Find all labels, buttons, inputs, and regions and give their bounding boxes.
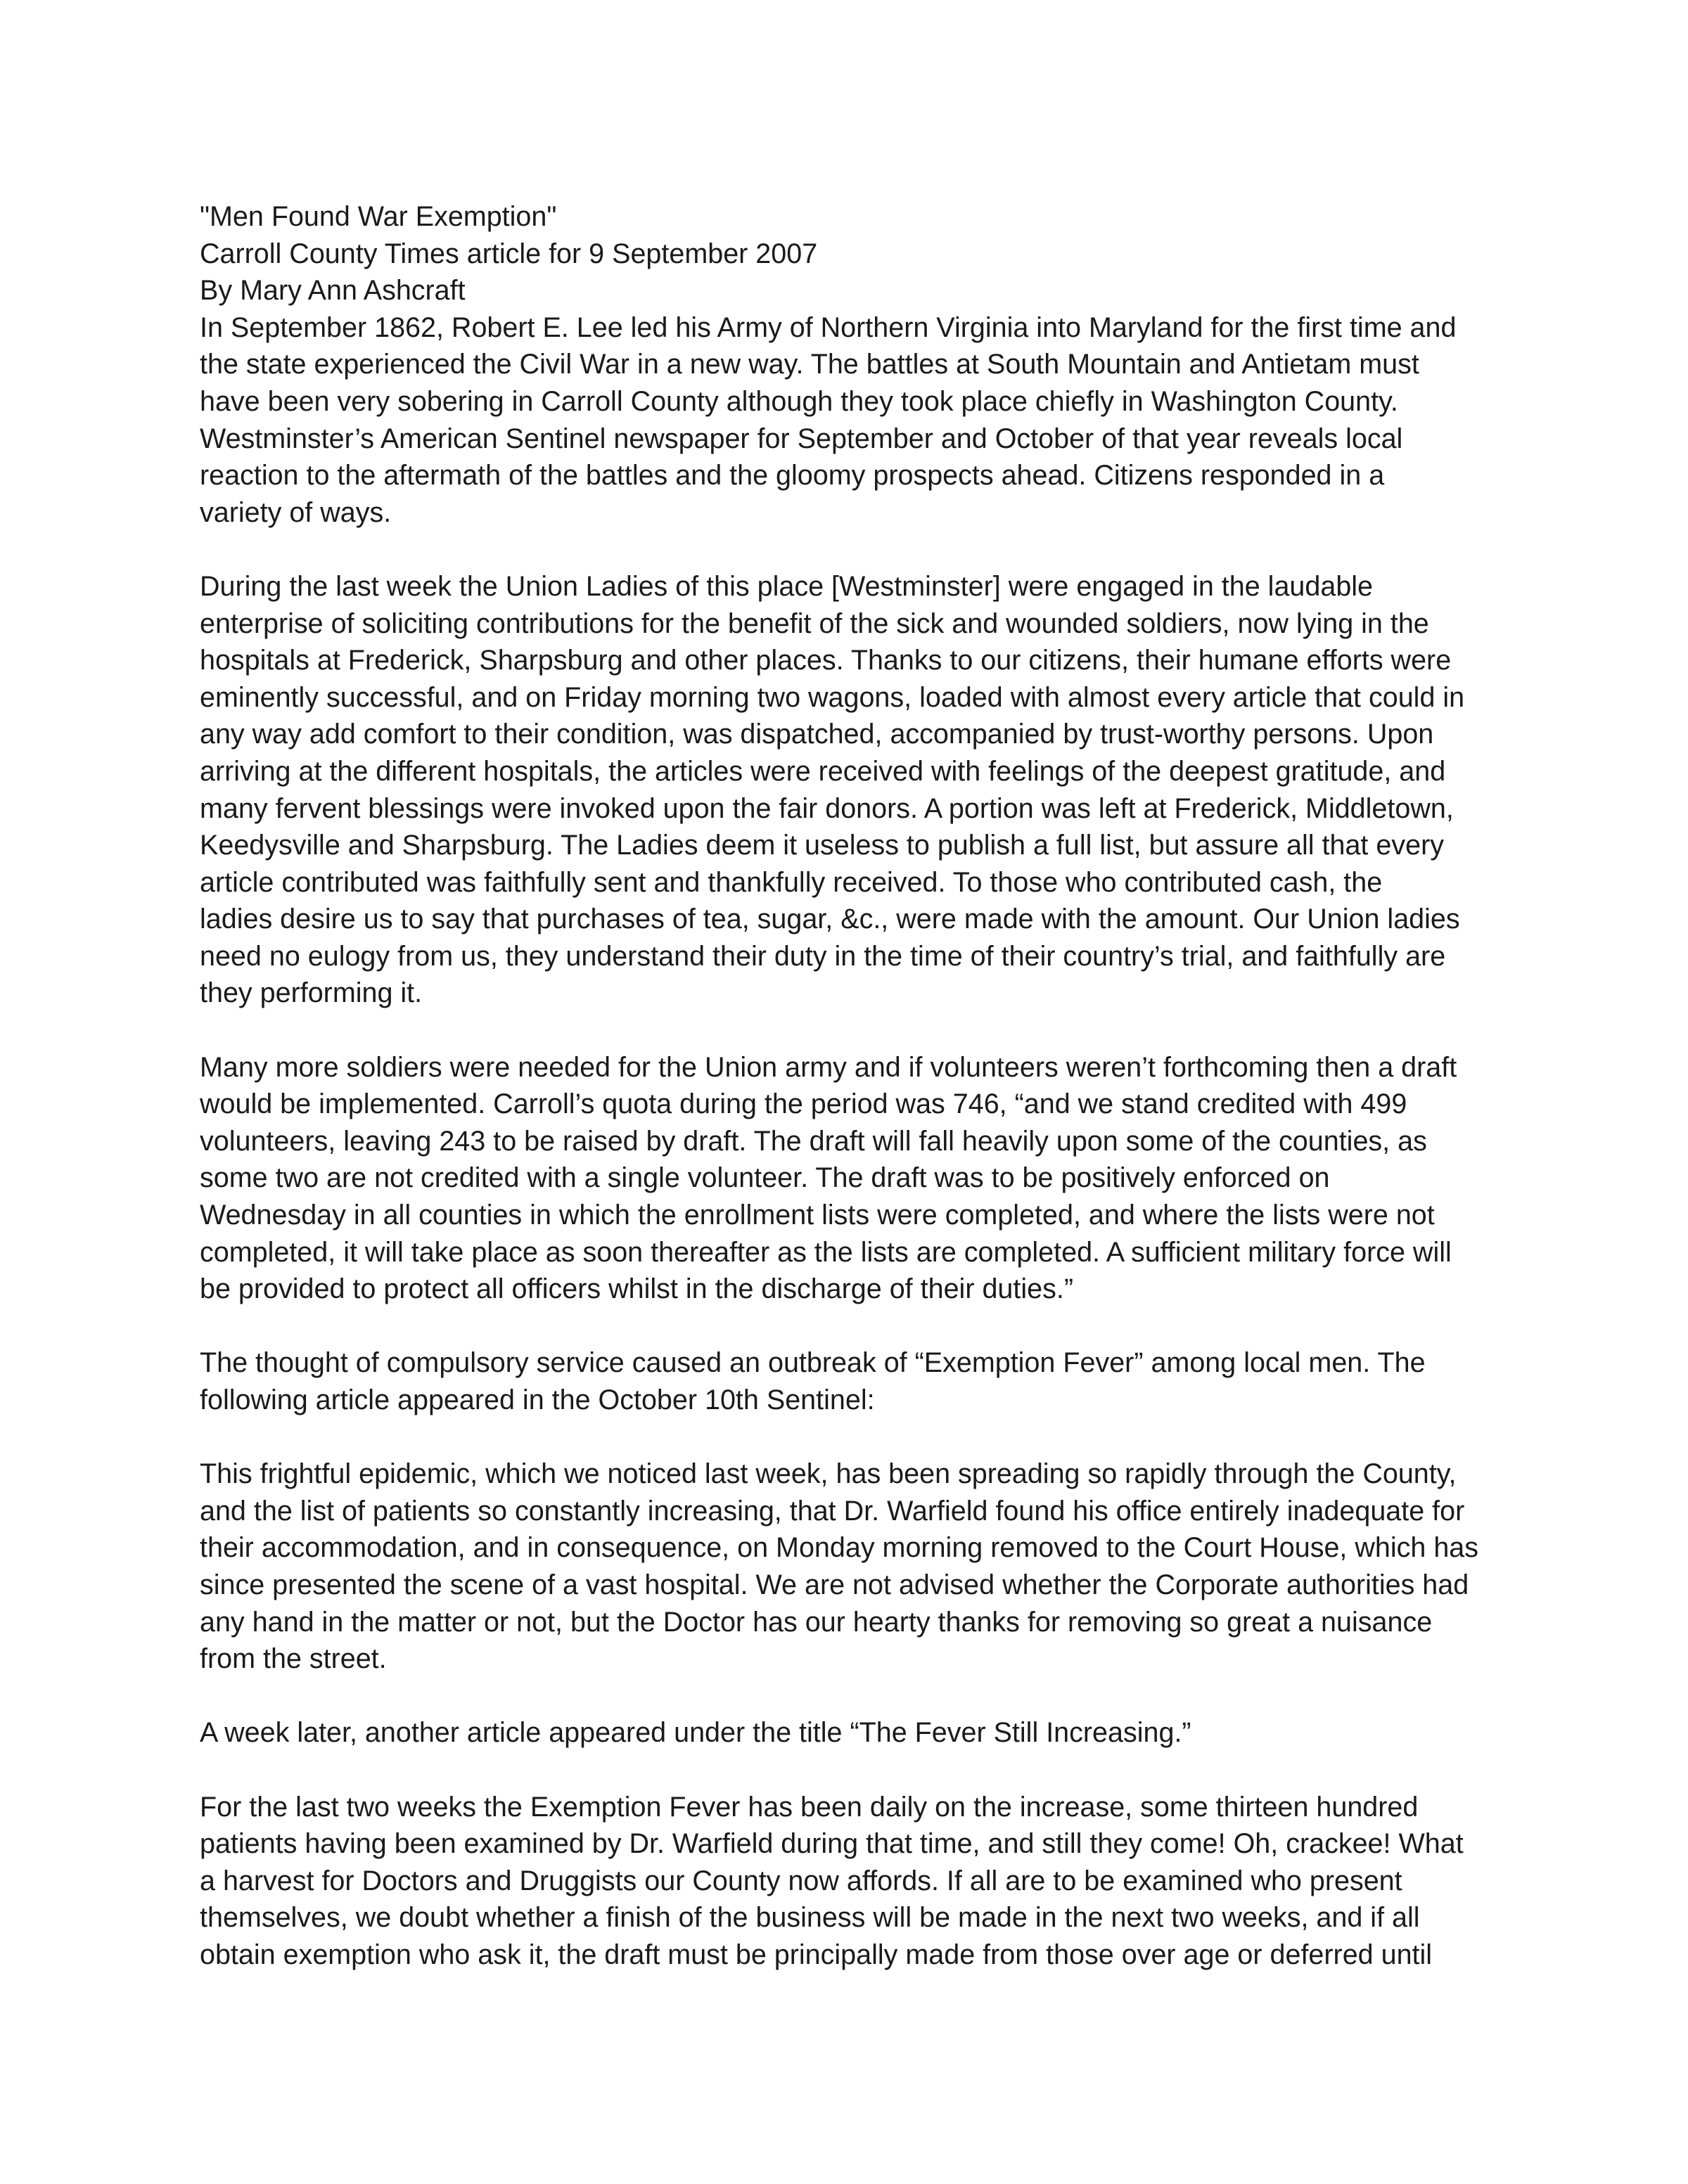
text-line: their accommodation, and in consequence, on Monday morning removed to the Court House, which has <box>200 1532 1479 1564</box>
paragraph-week-later <box>200 1714 1508 1752</box>
text-line: volunteers, leaving 243 to be raised by draft. The draft will fall heavily upon some of the counties, as <box>200 1125 1427 1157</box>
text-line: need no eulogy from us, they understand their duty in the time of their country’s trial, and faithfully are <box>200 940 1446 972</box>
paragraph-epidemic <box>200 1456 1508 1678</box>
text-line: ladies desire us to say that purchases of tea, sugar, &c., were made with the amount. Our Union ladies <box>200 904 1460 935</box>
text-line: hospitals at Frederick, Sharpsburg and other places. Thanks to our citizens, their humane efforts were <box>200 645 1452 676</box>
text-line: some two are not credited with a single volunteer. The draft was to be positively enforced on <box>200 1162 1330 1194</box>
article-title: "Men Found War Exemption" <box>200 201 557 232</box>
text-line: reaction to the aftermath of the battles and the gloomy prospects ahead. Citizens responded in a <box>200 460 1385 492</box>
text-line: would be implemented. Carroll’s quota during the period was 746, “and we stand credited with 499 <box>200 1088 1407 1120</box>
text-line: For the last two weeks the Exemption Fever has been daily on the increase, some thirteen hundred <box>200 1791 1419 1823</box>
text-line: During the last week the Union Ladies of this place [Westminster] were engaged in the laudable <box>200 570 1374 602</box>
text-line: Westminster’s American Sentinel newspaper for September and October of that year reveals local <box>200 423 1403 454</box>
text-line: completed, it will take place as soon thereafter as the lists are completed. A sufficient military force will <box>200 1236 1452 1268</box>
text-line: any way add comfort to their condition, was dispatched, accompanied by trust-worthy persons. Upon <box>200 719 1434 750</box>
text-line: This frightful epidemic, which we noticed last week, has been spreading so rapidly through the County, <box>200 1458 1457 1490</box>
text-line: any hand in the matter or not, but the Doctor has our hearty thanks for removing so great a nuisance <box>200 1606 1433 1638</box>
publication-line: Carroll County Times article for 9 September 2007 <box>200 238 818 269</box>
text-line: patients having been examined by Dr. Warfield during that time, and still they come! Oh, crackee! What <box>200 1828 1464 1860</box>
text-line: Many more soldiers were needed for the Union army and if volunteers weren’t forthcoming then a draft <box>200 1051 1457 1083</box>
text-line: many fervent blessings were invoked upon the fair donors. A portion was left at Frederick, Middletown, <box>200 792 1454 824</box>
text-line: obtain exemption who ask it, the draft must be principally made from those over age or deferred until <box>200 1939 1433 1970</box>
text-line: The thought of compulsory service caused an outbreak of “Exemption Fever” among local men. The <box>200 1347 1426 1379</box>
text-line: eminently successful, and on Friday morning two wagons, loaded with almost every article that could in <box>200 681 1465 713</box>
text-line: be provided to protect all officers whilst in the discharge of their duties.” <box>200 1273 1073 1305</box>
paragraph-exemption-fever <box>200 1344 1508 1418</box>
text-line: arriving at the different hospitals, the articles were received with feelings of the deepest gratitude, and <box>200 755 1446 787</box>
text-line: the state experienced the Civil War in a new way. The battles at South Mountain and Antietam must <box>200 349 1419 380</box>
article-header <box>200 198 1508 309</box>
text-line: A week later, another article appeared under the title “The Fever Still Increasing.” <box>200 1717 1191 1749</box>
text-line: since presented the scene of a vast hospital. We are not advised whether the Corporate authorities had <box>200 1569 1469 1600</box>
text-line: a harvest for Doctors and Druggists our County now affords. If all are to be examined who present <box>200 1865 1402 1896</box>
paragraph-draft <box>200 1049 1508 1308</box>
text-line: themselves, we doubt whether a finish of the business will be made in the next two weeks, and if all <box>200 1902 1420 1934</box>
byline: By Mary Ann Ashcraft <box>200 275 466 307</box>
text-line: following article appeared in the October 10th Sentinel: <box>200 1385 875 1415</box>
text-line: variety of ways. <box>200 496 392 528</box>
paragraph-union-ladies <box>200 568 1508 1012</box>
text-line: Keedysville and Sharpsburg. The Ladies deem it useless to publish a full list, but assure all that every <box>200 830 1444 861</box>
paragraph-fever-increasing <box>200 1789 1508 1974</box>
paragraph-intro <box>200 309 1508 532</box>
text-line: In September 1862, Robert E. Lee led his Army of Northern Virginia into Maryland for the first time and <box>200 311 1457 343</box>
text-line: article contributed was faithfully sent and thankfully received. To those who contributed cash, the <box>200 866 1383 898</box>
text-line: from the street. <box>200 1643 387 1675</box>
text-line: they performing it. <box>200 977 423 1009</box>
article-body <box>200 198 1508 2010</box>
text-line: and the list of patients so constantly increasing, that Dr. Warfield found his office entirely inadequate for <box>200 1495 1465 1527</box>
text-line: enterprise of soliciting contributions for the benefit of the sick and wounded soldiers, now lying in the <box>200 608 1429 639</box>
text-line: have been very sobering in Carroll County although they took place chiefly in Washington County. <box>200 385 1398 417</box>
text-line: Wednesday in all counties in which the enrollment lists were completed, and where the lists were not <box>200 1200 1435 1231</box>
